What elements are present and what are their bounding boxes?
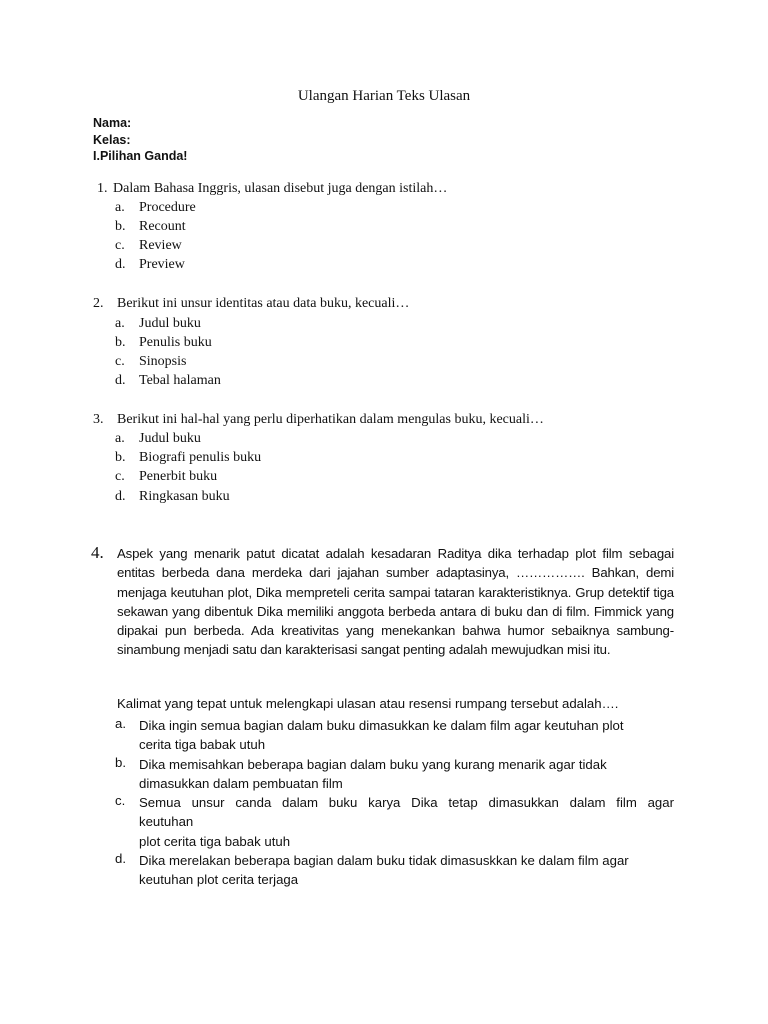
option-letter: b. [115,755,126,770]
option-text: Penerbit buku [139,469,218,484]
option-a [115,716,675,756]
class-field-label: Kelas: [93,133,131,147]
option-text-line: cerita tiga babak utuh [139,737,266,753]
option-d [115,851,675,891]
option-b [115,755,675,795]
option-letter: b. [115,335,126,350]
option-letter: d. [115,851,126,866]
option-letter: d. [115,489,126,504]
option-text: Judul buku [139,431,201,446]
option-text: Penulis buku [139,335,212,350]
option-b [115,450,262,466]
option-a [115,431,201,447]
option-d [115,373,221,389]
option-letter: a. [115,200,125,215]
option-letter: c. [115,469,125,484]
passage-paragraph: Aspek yang menarik patut dicatat adalah kesadaran Raditya dika terhadap plot film sebagai entitas berbeda dana merdeka dari jajahan sumber adaptasinya, ……………. Bahkan, demi menjaga keutuhan plot, Dika mempreteli cerita sampai tataran karakteristiknya. Grup detektif tiga sekawan yang dibentuk Dika memiliki anggota berbeda antara di buku dan di film. Fimmick yang dipakai pun berbeda. Ada kreativitas yang menekankan bahwa humor sebaiknya sambung-sinambung menjadi satu dan karakterisasi sangat penting adalah mewujudkan misi itu. [117,546,674,658]
option-text-line: plot cerita tiga babak utuh [139,833,291,849]
option-text-line: Dika merelakan beberapa bagian dalam buku tidak dimasuskkan ke dalam film agar [139,853,629,868]
option-text-line: keutuhan [139,814,194,830]
document-title: Ulangan Harian Teks Ulasan [297,88,471,104]
question-number: 4. [91,543,104,562]
option-b [115,335,212,351]
option-text: Ringkasan buku [139,489,230,504]
option-text: Sinopsis [139,354,187,369]
option-letter: b. [115,450,126,465]
option-letter: c. [115,793,126,808]
option-letter: c. [115,354,125,369]
option-text: Judul buku [139,316,201,331]
question-number: 3. [93,412,104,427]
question-prompt: Kalimat yang tepat untuk melengkapi ulasan atau resensi rumpang tersebut adalah…. [117,696,619,711]
option-letter: d. [115,373,126,388]
question-text: Berikut ini hal-hal yang perlu diperhatikan dalam mengulas buku, kecuali… [117,412,544,427]
option-c [115,354,187,370]
option-text-line: Semua unsur canda dalam buku karya Dika tetap dimasukkan dalam film agar [139,795,674,810]
option-a [115,200,196,216]
question-number: 2. [93,296,104,311]
option-text: Preview [139,257,185,272]
option-text-line: Dika ingin semua bagian dalam buku dimasukkan ke dalam film agar keutuhan plot [139,718,624,733]
option-letter: a. [115,431,125,446]
option-a [115,316,201,332]
option-text-line: keutuhan plot cerita terjaga [139,872,299,888]
option-c [115,793,675,851]
question-text: Berikut ini unsur identitas atau data buku, kecuali… [117,296,410,311]
option-letter: a. [115,316,125,331]
option-d [115,489,230,505]
option-letter: c. [115,238,125,253]
option-letter: a. [115,716,126,731]
option-text: Biografi penulis buku [139,450,262,465]
option-c [115,238,182,254]
option-text-line: Dika memisahkan beberapa bagian dalam buku yang kurang menarik agar tidak [139,757,607,772]
option-d [115,257,185,273]
question-text: Dalam Bahasa Inggris, ulasan disebut juga dengan istilah… [113,181,448,196]
option-text-line: dimasukkan dalam pembuatan film [139,776,343,792]
option-text: Recount [139,219,186,234]
option-text: Review [139,238,182,253]
option-letter: b. [115,219,126,234]
option-text: Procedure [139,200,196,215]
section-heading: I.Pilihan Ganda! [93,149,188,163]
name-field-label: Nama: [93,116,132,130]
question-number: 1. [97,181,108,196]
option-letter: d. [115,257,126,272]
option-c [115,469,218,485]
option-b [115,219,186,235]
option-text: Tebal halaman [139,373,221,388]
